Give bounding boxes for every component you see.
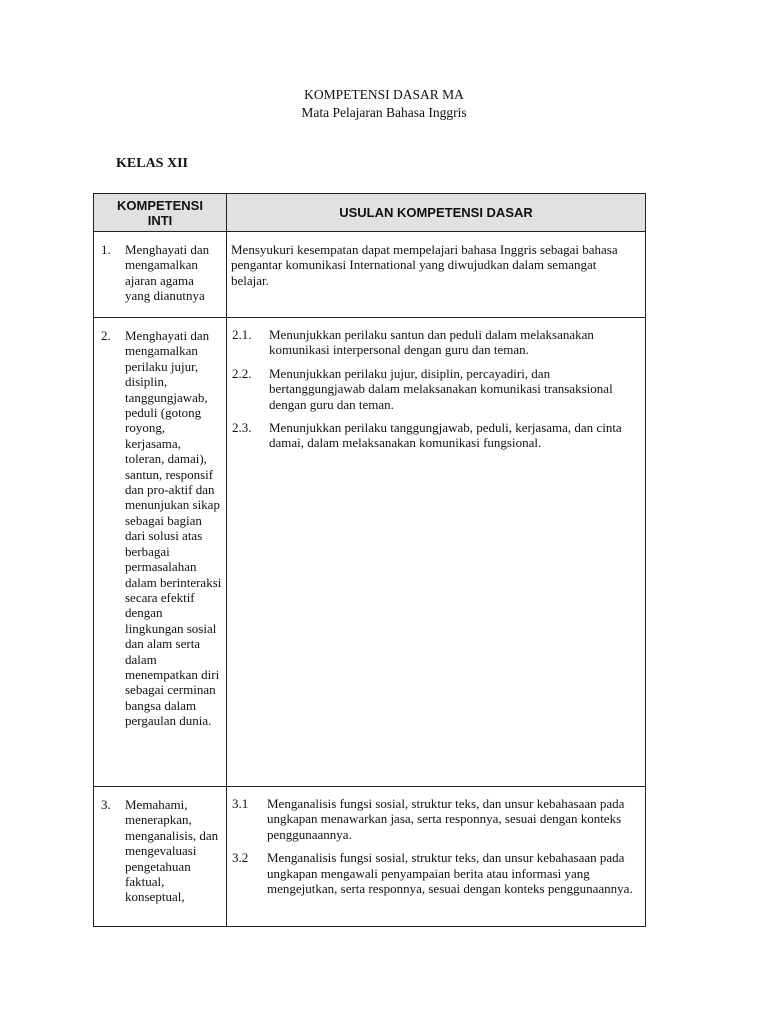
kd-item-number: 2.3. bbox=[232, 420, 252, 436]
ki-number: 2. bbox=[101, 328, 111, 343]
kd-cell bbox=[227, 787, 646, 927]
kd-item bbox=[232, 796, 637, 842]
kd-item-text: Menunjukkan perilaku santun dan peduli dalam melaksanakan komunikasi interpersonal dengan guru dan teman. bbox=[269, 327, 594, 358]
competency-table bbox=[93, 193, 646, 927]
ki-cell bbox=[94, 318, 227, 787]
table-row bbox=[94, 787, 646, 927]
kd-item-text: Menganalisis fungsi sosial, struktur teks, dan unsur kebahasaan pada ungkapan mengawali penyampaian berita atau informasi yang mengejutkan, serta responnya, sesuai dengan konteks penggunaannya. bbox=[267, 850, 633, 897]
column-header-usulan-kd: USULAN KOMPETENSI DASAR bbox=[227, 194, 646, 232]
table-row bbox=[94, 318, 646, 787]
ki-text: Menghayati dan mengamalkan perilaku jujur, disiplin, tanggungjawab, peduli (gotong royong, kerjasama, toleran, damai), santun, responsif dan pro-aktif dan menunjukan sikap sebagai bagian dari solusi atas berbagai permasalahan dalam berinteraksi secara efektif dengan lingkungan sosial dan alam serta dalam menempatkan diri sebagai cerminan bangsa dalam pergaulan dunia. bbox=[125, 328, 222, 729]
kd-item-number: 3.1 bbox=[232, 796, 249, 811]
table-row bbox=[94, 232, 646, 318]
document-title: KOMPETENSI DASAR MA bbox=[304, 87, 464, 102]
ki-number: 1. bbox=[101, 242, 111, 257]
kd-item bbox=[232, 850, 637, 896]
kd-cell bbox=[227, 232, 646, 318]
class-heading: KELAS XII bbox=[116, 156, 188, 171]
kd-cell bbox=[227, 318, 646, 787]
ki-text: Memahami, menerapkan, menganalisis, dan mengevaluasi pengetahuan faktual, konseptual, bbox=[125, 797, 219, 905]
document-header bbox=[0, 86, 768, 122]
kd-item-number: 2.2. bbox=[232, 365, 252, 381]
document-subtitle: Mata Pelajaran Bahasa Inggris bbox=[301, 105, 467, 120]
kd-item-text: Menunjukkan perilaku tanggungjawab, peduli, kerjasama, dan cinta damai, dalam melaksanakan komunikasi fungsional. bbox=[269, 420, 622, 451]
ki-cell bbox=[94, 787, 227, 927]
kd-item-number: 3.2 bbox=[232, 850, 249, 866]
kd-item bbox=[232, 327, 637, 358]
ki-number: 3. bbox=[101, 797, 111, 812]
kd-item-text: Menunjukkan perilaku jujur, disiplin, percayadiri, dan bertanggungjawab dalam melaksanakan komunikasi transaksional dengan guru dan teman. bbox=[269, 365, 613, 412]
column-header-kompetensi-inti: KOMPETENSI INTI bbox=[94, 194, 227, 232]
ki-cell bbox=[94, 232, 227, 318]
kd-item-text: Menganalisis fungsi sosial, struktur teks, dan unsur kebahasaan pada ungkapan menawarkan jasa, serta responnya, sesuai dengan konteks penggunaannya. bbox=[267, 796, 625, 842]
kd-item-number: 2.1. bbox=[232, 327, 252, 342]
table-header-row bbox=[94, 194, 646, 232]
kd-text: Mensyukuri kesempatan dapat mempelajari bahasa Inggris sebagai bahasa pengantar komunikasi International yang diwujudkan dalam semangat belajar. bbox=[231, 242, 618, 288]
kd-item bbox=[232, 420, 637, 451]
ki-text: Menghayati dan mengamalkan ajaran agama yang dianutnya bbox=[125, 242, 210, 304]
kd-item bbox=[232, 366, 637, 412]
